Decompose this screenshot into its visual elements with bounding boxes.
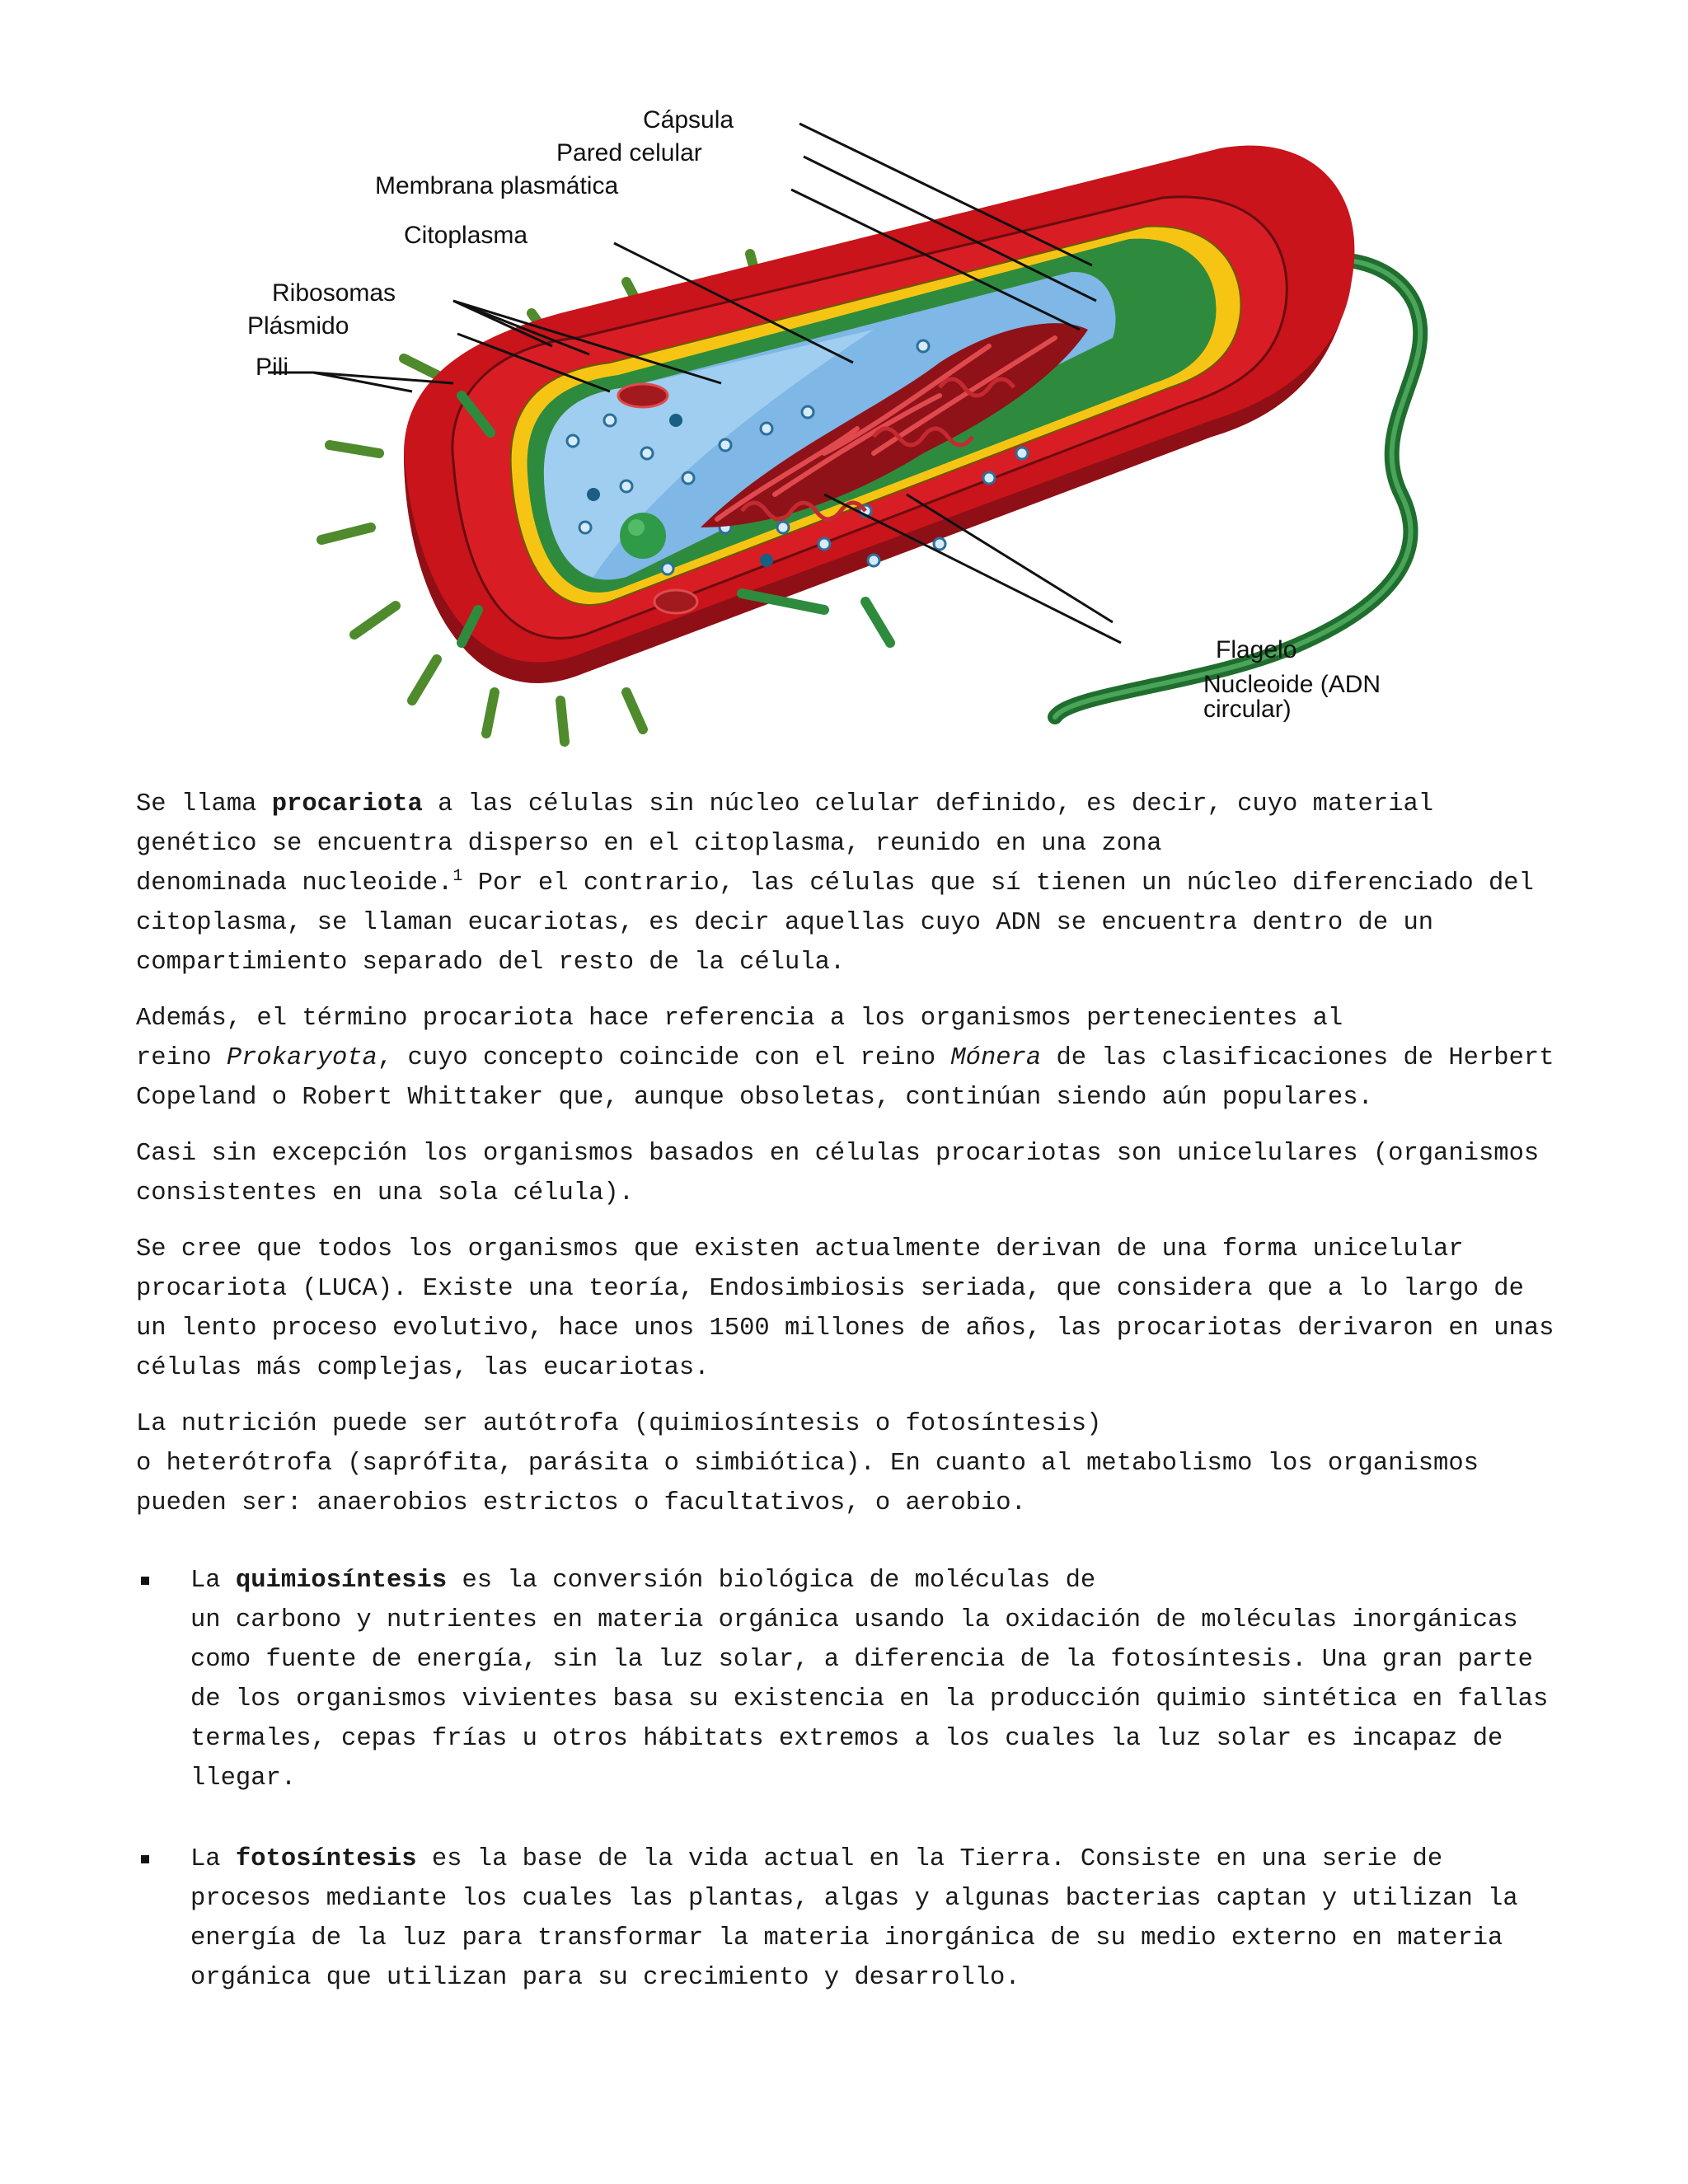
label-nucleoide-line1: Nucleoide (ADN: [1203, 671, 1381, 698]
footnote-ref[interactable]: 1: [452, 866, 463, 886]
paragraph-4: [136, 1230, 1570, 1388]
text-run: denominada nucleoide.: [136, 869, 453, 898]
text-line: termales, cepas frías u otros hábitats extremos a los cuales la luz solar es incapaz de: [190, 1725, 1503, 1753]
cell-diagram-svg: [198, 66, 1599, 775]
label-citoplasma: Citoplasma: [404, 222, 528, 249]
text-run: Por el contrario, las células que sí tienen un núcleo diferenciado del: [462, 869, 1534, 898]
text-line: como fuente de energía, sin la luz solar, a diferencia de la fotosíntesis. Una gran parte: [190, 1646, 1533, 1674]
text-line: citoplasma, se llaman eucariotas, es decir aquellas cuyo ADN se encuentra dentro de un: [136, 909, 1434, 937]
document-body: [136, 785, 1570, 2039]
bullet-list: [136, 1561, 1570, 1998]
text-line: llegar.: [190, 1765, 297, 1793]
text-run: reino: [136, 1044, 227, 1072]
paragraph-2: [136, 999, 1570, 1118]
term-prokaryota: Prokaryota: [226, 1044, 377, 1072]
paragraph-5: [136, 1404, 1570, 1523]
label-membrana-plasmatica: Membrana plasmática: [375, 172, 619, 199]
text-line: de los organismos vivientes basa su existencia en la producción quimio sintética en fallas: [190, 1685, 1549, 1713]
text-line: un carbono y nutrientes en materia orgánica usando la oxidación de moléculas inorgánicas: [190, 1606, 1518, 1634]
label-nucleoide-line2: circular): [1203, 696, 1292, 723]
text-line: Casi sin excepción los organismos basados en células procariotas son unicelulares (organismos: [136, 1140, 1540, 1168]
label-pili: Pili: [256, 354, 289, 381]
label-capsula: Cápsula: [643, 106, 734, 134]
prokaryote-cell-diagram: [198, 66, 1599, 775]
label-flagelo: Flagelo: [1216, 636, 1297, 663]
text-line: consistentes en una sola célula).: [136, 1179, 634, 1207]
term-monera: Mónera: [950, 1044, 1042, 1072]
bullet-item-fotosintesis: [136, 1840, 1570, 1998]
text-line: un lento proceso evolutivo, hace unos 1500 millones de años, las procariotas derivaron en unas: [136, 1315, 1554, 1343]
text-run: La: [190, 1845, 236, 1873]
text-line: genético se encuentra disperso en el citoplasma, reunido en una zona: [136, 830, 1162, 858]
text-run: es la conversión biológica de moléculas de: [447, 1567, 1096, 1595]
text-line: Copeland o Robert Whittaker que, aunque obsoletas, continúan siendo aún populares.: [136, 1084, 1373, 1112]
paragraph-1: [136, 785, 1570, 982]
text-line: células más complejas, las eucariotas.: [136, 1354, 710, 1382]
text-line: La nutrición puede ser autótrofa (quimiosíntesis o fotosíntesis): [136, 1410, 1102, 1438]
text-run: de las clasificaciones de Herbert: [1041, 1044, 1554, 1072]
text-line: procariota (LUCA). Existe una teoría, Endosimbiosis seriada, que considera que a lo largo de: [136, 1275, 1524, 1303]
text-run: Se llama: [136, 790, 272, 818]
text-line: energía de la luz para transformar la materia inorgánica de su medio externo en materia: [190, 1924, 1503, 1952]
term-quimiosintesis: quimiosíntesis: [235, 1567, 448, 1595]
granule-shape: [620, 513, 666, 559]
paragraph-3: [136, 1134, 1570, 1213]
text-line: Además, el término procariota hace referencia a los organismos pertenecientes al: [136, 1005, 1343, 1033]
text-run: La: [190, 1567, 236, 1595]
label-plasmido: Plásmido: [247, 312, 349, 340]
text-line: orgánica que utilizan para su crecimiento y desarrollo.: [190, 1964, 1020, 1992]
bullet-item-quimiosintesis: [136, 1561, 1570, 1798]
text-run: , cuyo concepto coincide con el reino: [377, 1044, 951, 1072]
text-line: procesos mediante los cuales las plantas, algas y algunas bacterias captan y utilizan la: [190, 1885, 1518, 1913]
term-procariota: procariota: [271, 790, 423, 818]
label-pared-celular: Pared celular: [556, 139, 702, 166]
square-bullet-icon: [141, 1577, 149, 1585]
term-fotosintesis: fotosíntesis: [235, 1845, 417, 1873]
text-run: a las células sin núcleo celular definido, es decir, cuyo material: [422, 790, 1434, 818]
text-line: Se cree que todos los organismos que existen actualmente derivan de una forma unicelular: [136, 1235, 1464, 1263]
square-bullet-icon: [141, 1855, 149, 1863]
text-line: compartimiento separado del resto de la célula.: [136, 949, 846, 977]
text-line: o heterótrofa (saprófita, parásita o simbiótica). En cuanto al metabolismo los organismos: [136, 1450, 1479, 1478]
label-ribosomas: Ribosomas: [272, 279, 396, 307]
text-line: pueden ser: anaerobios estrictos o facultativos, o aerobio.: [136, 1489, 1026, 1517]
text-run: es la base de la vida actual en la Tierra. Consiste en una serie de: [416, 1845, 1443, 1873]
